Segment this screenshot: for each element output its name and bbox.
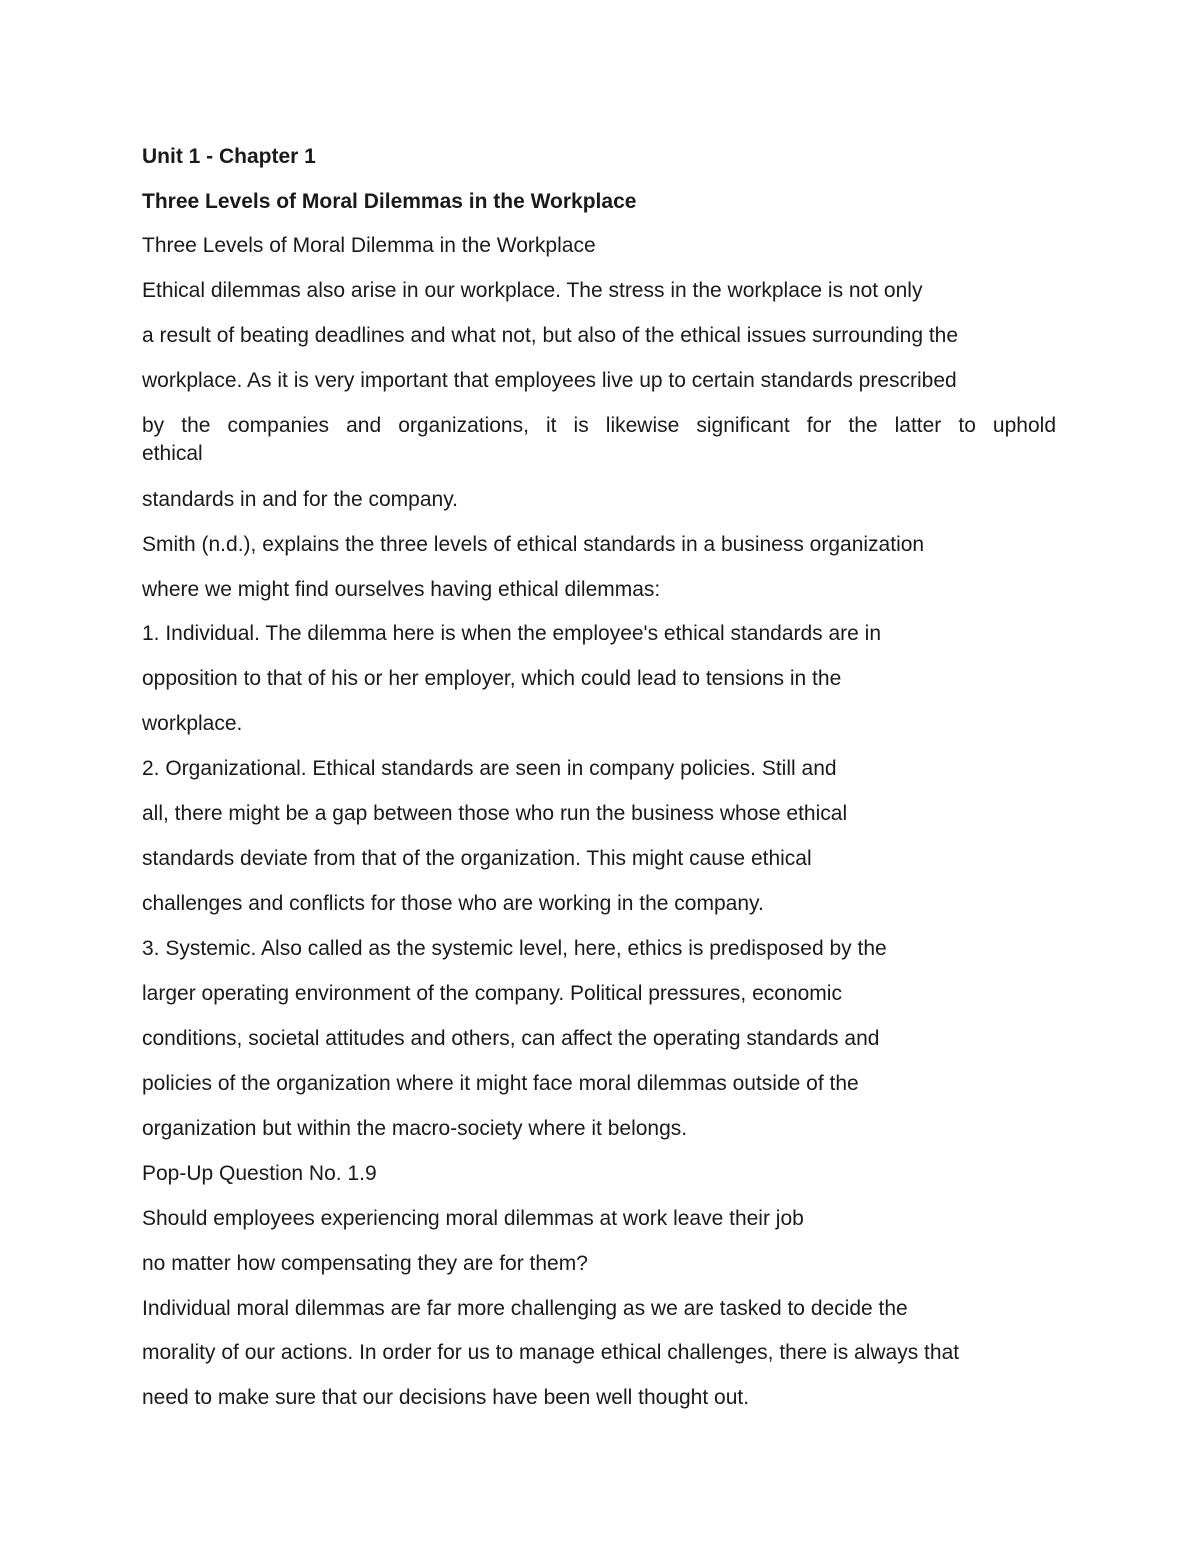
section-heading: Three Levels of Moral Dilemmas in the Workplace <box>142 190 637 213</box>
text-line: where we might find ourselves having ethical dilemmas: <box>142 578 661 601</box>
text-line: conditions, societal attitudes and others, can affect the operating standards and <box>142 1027 880 1050</box>
popup-question-text: Should employees experiencing moral dilemmas at work leave their job <box>142 1207 804 1230</box>
text-line: ethical <box>142 442 203 465</box>
text-line: Ethical dilemmas also arise in our workplace. The stress in the workplace is not only <box>142 279 923 302</box>
text-line: larger operating environment of the company. Political pressures, economic <box>142 982 842 1005</box>
text-line: workplace. As it is very important that employees live up to certain standards prescribed <box>142 369 957 392</box>
popup-question-text: no matter how compensating they are for them? <box>142 1252 588 1275</box>
text-line: challenges and conflicts for those who are working in the company. <box>142 892 764 915</box>
text-line: Three Levels of Moral Dilemma in the Workplace <box>142 234 596 257</box>
list-item-organizational: 2. Organizational. Ethical standards are seen in company policies. Still and <box>142 757 837 780</box>
text-line: Individual moral dilemmas are far more challenging as we are tasked to decide the <box>142 1297 908 1320</box>
chapter-heading: Unit 1 - Chapter 1 <box>142 145 316 168</box>
text-line: policies of the organization where it might face moral dilemmas outside of the <box>142 1072 859 1095</box>
text-line: opposition to that of his or her employer, which could lead to tensions in the <box>142 667 842 690</box>
text-line: a result of beating deadlines and what not, but also of the ethical issues surrounding the <box>142 324 959 347</box>
text-line: need to make sure that our decisions have been well thought out. <box>142 1386 750 1409</box>
popup-question-label: Pop-Up Question No. 1.9 <box>142 1162 377 1185</box>
text-line: Smith (n.d.), explains the three levels of ethical standards in a business organization <box>142 533 925 556</box>
text-line: all, there might be a gap between those who run the business whose ethical <box>142 802 848 825</box>
text-line: workplace. <box>142 712 243 735</box>
text-line: standards in and for the company. <box>142 488 458 511</box>
text-line: standards deviate from that of the organization. This might cause ethical <box>142 847 812 870</box>
text-line: morality of our actions. In order for us to manage ethical challenges, there is always that <box>142 1341 960 1364</box>
list-item-individual: 1. Individual. The dilemma here is when the employee's ethical standards are in <box>142 622 882 645</box>
text-line: organization but within the macro-society where it belongs. <box>142 1117 688 1140</box>
list-item-systemic: 3. Systemic. Also called as the systemic level, here, ethics is predisposed by the <box>142 937 887 960</box>
text-line: by the companies and organizations, it is likewise significant for the latter to uphold <box>142 414 1056 437</box>
